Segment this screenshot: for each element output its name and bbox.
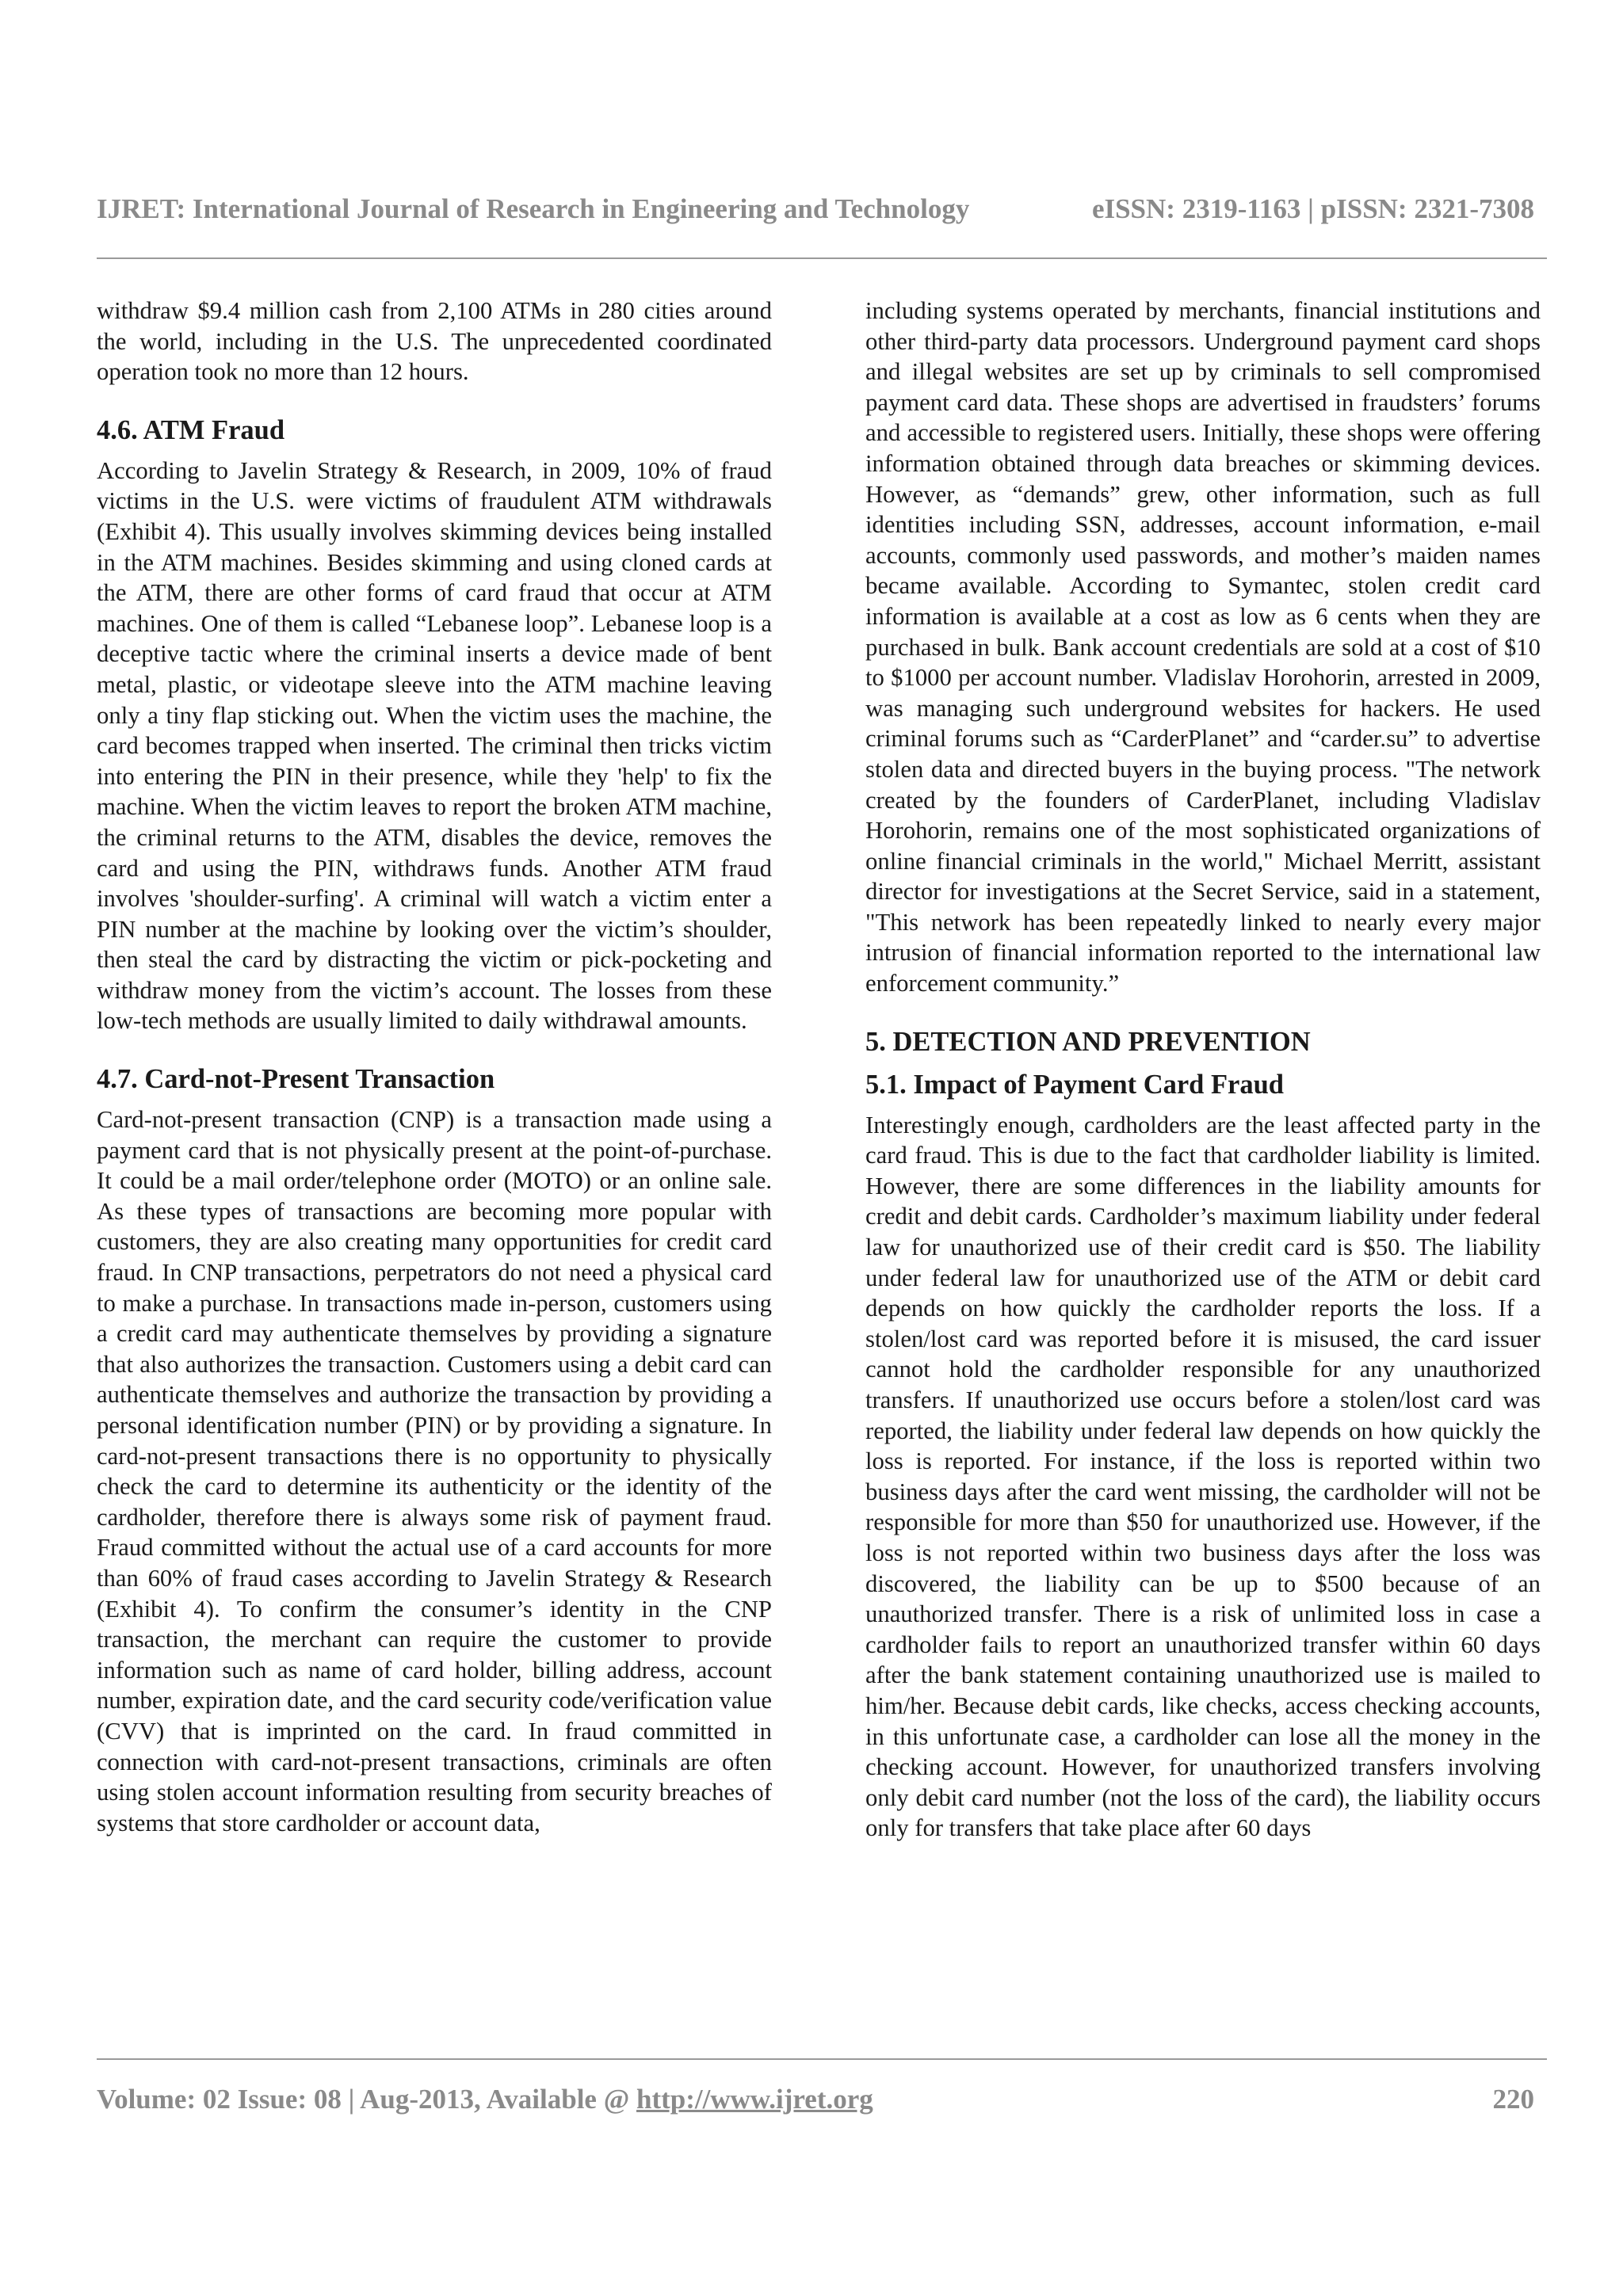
issn-numbers: eISSN: 2319-1163 | pISSN: 2321-7308	[1091, 193, 1534, 224]
atm-fraud-paragraph: According to Javelin Strategy & Research, in 2009, 10% of fraud victims in the U.S. were victims of fraudulent ATM withdrawals (Exhibit 4). This usually involves skimming devices being installed in the ATM machines. Besides skimming and using cloned cards at the ATM, there are other forms of card fraud that occur at ATM machines. One of them is called “Lebanese loop”. Lebanese loop is a deceptive tactic where the criminal inserts a device made of bent metal, plastic, or videotape sleeve into the ATM machine leaving only a tiny flap sticking out. When the victim uses the machine, the card becomes trapped when inserted. The criminal then tricks victim into entering the PIN in their presence, while they 'help' to fix the machine. When the victim leaves to report the broken ATM machine, the criminal returns to the ATM, disables the device, removes the card and using the PIN, withdraws funds. Another ATM fraud involves 'shoulder-surfing'. A criminal will watch a victim enter a PIN number at the machine by looking over the victim’s shoulder, then steal the card by distracting the victim or pick-pocketing and withdraw money from the victim’s account. The losses from these low-tech methods are usually limited to daily withdrawal amounts.	[97, 456, 772, 1035]
page-number: 220	[1492, 2084, 1534, 2115]
left-column	[97, 296, 772, 1838]
continued-paragraph: including systems operated by merchants, financial institutions and other third-party data processors. Underground payment card shops and illegal websites are set up by criminals to sell compromised payment card data. These shops are advertised in fraudsters’ forums and accessible to registered users. Initially, these shops were offering information obtained through data breaches or skimming devices. However, as “demands” grew, other information, such as full identities including SSN, addresses, account information, e-mail accounts, commonly used passwords, and mother’s maiden names became available. According to Symantec, stolen credit card information is available at a cost as low as 6 cents when they are purchased in bulk. Bank account credentials are sold at a cost of $10 to $1000 per account number. Vladislav Horohorin, arrested in 2009, was managing such underground websites for hackers. He used criminal forums such as “CarderPlanet” and “carder.su” to advertise stolen data and directed buyers in the buying process. "The network created by the founders of CarderPlanet, including Vladislav Horohorin, remains one of the most sophisticated organizations of online financial criminals in the world," Michael Merritt, assistant director for investigations at the Secret Service, said in a statement, "This network has been repeatedly linked to nearly every major intrusion of financial information reported to the international law enforcement community.”	[865, 297, 1541, 997]
impact-paragraph: Interestingly enough, cardholders are the least affected party in the card fraud. This is due to the fact that cardholder liability is limited. However, there are some differences in the liability amounts for credit and debit cards. Cardholder’s maximum liability under federal law for unauthorized use of their credit card is $50. The liability under federal law for unauthorized use of the ATM or debit card depends on how quickly the cardholder reports the loss. If a stolen/lost card was reported before it is misused, the card issuer cannot hold the cardholder responsible for any unauthorized transfers. If unauthorized use occurs before a stolen/lost card was reported, the liability under federal law depends on how quickly the loss is reported. For instance, if the loss is reported within two business days after the card went missing, the cardholder will not be responsible for more than $50 for unauthorized use. However, if the loss is not reported within two business days after the loss was discovered, the liability can be up to $500 because of an unauthorized transfer. There is a risk of unlimited loss in case a cardholder fails to report an unauthorized transfer within 60 days after the bank statement containing unauthorized use is mailed to him/her. Because debit cards, like checks, access checking accounts, in this unfortunate case, a cardholder can lose all the money in the checking account. However, for unauthorized transfers involving only debit card number (not the loss of the card), the liability occurs only for transfers that take place after 60 days	[865, 1111, 1541, 1842]
section-heading-impact: 5.1. Impact of Payment Card Fraud	[865, 1069, 1284, 1100]
right-column	[865, 296, 1541, 1844]
journal-link[interactable]: http://www.ijret.org	[636, 2084, 873, 2115]
volume-text: Volume: 02 Issue: 08 | Aug-2013, Available @	[97, 2084, 637, 2115]
section-heading-atm-fraud: 4.6. ATM Fraud	[97, 414, 285, 445]
footer-divider	[97, 2058, 1547, 2060]
intro-paragraph: withdraw $9.4 million cash from 2,100 ATMs in 280 cities around the world, including in the U.S. The unprecedented coordinated operation took no more than 12 hours.	[97, 297, 772, 386]
running-header	[97, 193, 1534, 225]
header-divider	[97, 257, 1547, 259]
journal-title: IJRET: International Journal of Research in Engineering and Technology	[97, 193, 970, 224]
card-not-present-paragraph: Card-not-present transaction (CNP) is a transaction made using a payment card that is not physically present at the point-of-purchase. It could be a mail order/telephone order (MOTO) or an online sale. As these types of transactions are becoming more popular with customers, they are also creating many opportunities for credit card fraud. In CNP transactions, perpetrators do not need a physical card to make a purchase. In transactions made in-person, customers using a credit card may authenticate themselves by providing a signature that also authorizes the transaction. Customers using a debit card can authenticate themselves and authorize the transaction by providing a personal identification number (PIN) or by providing a signature. In card-not-present transactions there is no opportunity to physically check the card to determine its authenticity or the identity of the cardholder, therefore there is always some risk of payment fraud. Fraud committed without the actual use of a card accounts for more than 60% of fraud cases according to Javelin Strategy & Research (Exhibit 4). To confirm the consumer’s identity in the CNP transaction, the merchant can require the customer to provide information such as name of card holder, billing address, account number, expiration date, and the card security code/verification value (CVV) that is imprinted on the card. In fraud committed in connection with card-not-present transactions, criminals are often using stolen account information resulting from security breaches of systems that store cardholder or account data,	[97, 1106, 772, 1836]
running-footer	[97, 2084, 1534, 2115]
section-heading-detection-prevention: 5. DETECTION AND PREVENTION	[865, 1026, 1311, 1057]
section-heading-card-not-present: 4.7. Card-not-Present Transaction	[97, 1064, 495, 1095]
volume-info	[97, 2084, 873, 2115]
